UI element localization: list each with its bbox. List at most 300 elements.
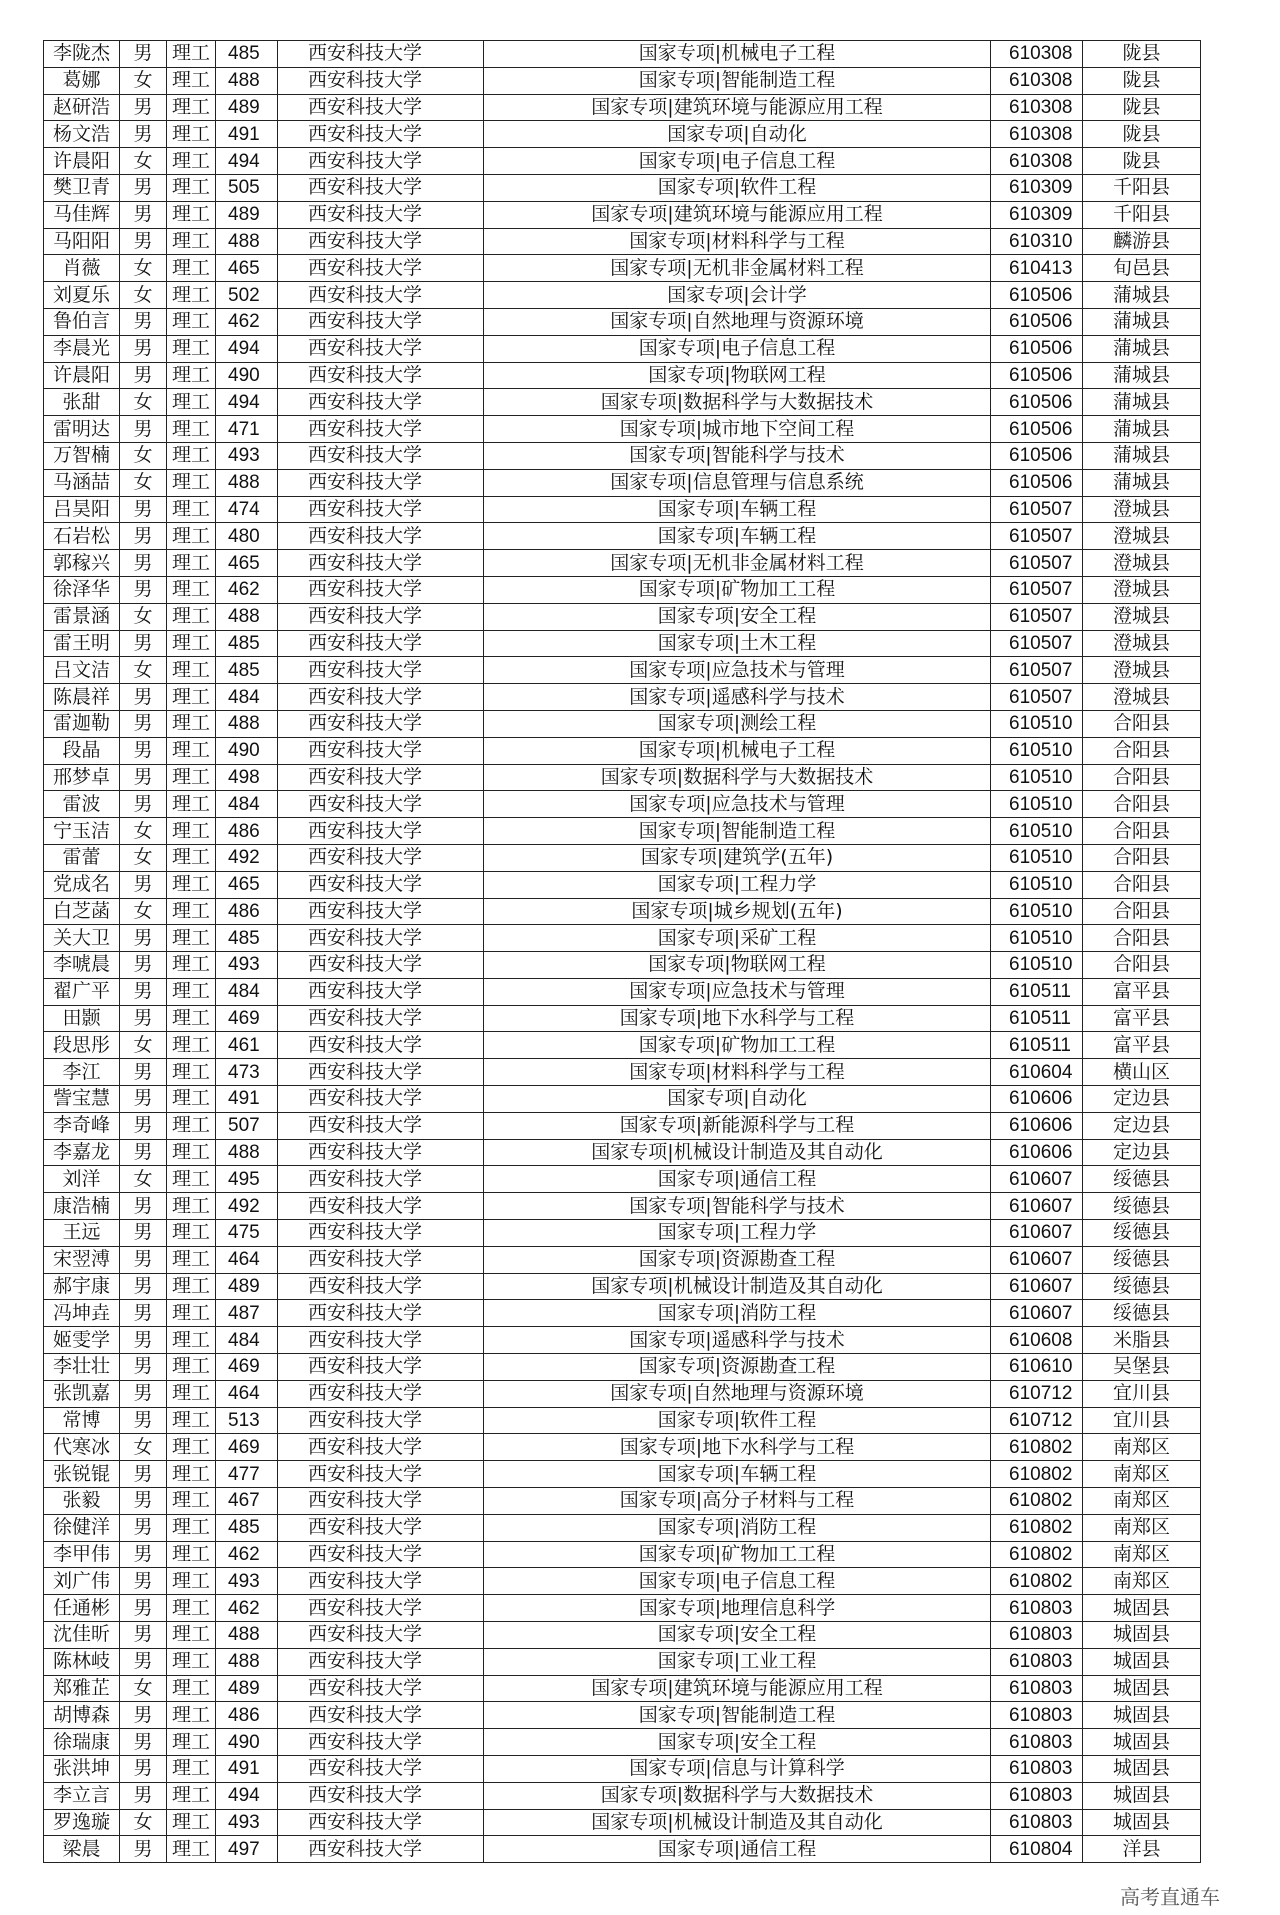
table-row bbox=[44, 925, 1201, 952]
category-cell: 理工 bbox=[167, 1300, 216, 1327]
table-row bbox=[44, 1005, 1201, 1032]
name-cell: 宁玉洁 bbox=[44, 818, 120, 845]
category-cell: 理工 bbox=[167, 1809, 216, 1836]
region-code-cell: 610803 bbox=[991, 1756, 1083, 1783]
name-cell: 杨文浩 bbox=[44, 121, 120, 148]
school-cell: 西安科技大学 bbox=[278, 1461, 484, 1488]
county-cell: 富平县 bbox=[1083, 1032, 1201, 1059]
name-cell: 刘广伟 bbox=[44, 1568, 120, 1595]
table-row bbox=[44, 1166, 1201, 1193]
school-cell: 西安科技大学 bbox=[278, 1729, 484, 1756]
category-cell: 理工 bbox=[167, 1032, 216, 1059]
category-cell: 理工 bbox=[167, 925, 216, 952]
score-cell: 488 bbox=[216, 603, 278, 630]
region-code-cell: 610510 bbox=[991, 898, 1083, 925]
region-code-cell: 610506 bbox=[991, 469, 1083, 496]
score-cell: 462 bbox=[216, 308, 278, 335]
major-cell: 国家专项|信息管理与信息系统 bbox=[484, 469, 991, 496]
region-code-cell: 610310 bbox=[991, 228, 1083, 255]
category-cell: 理工 bbox=[167, 362, 216, 389]
name-cell: 吕昊阳 bbox=[44, 496, 120, 523]
category-cell: 理工 bbox=[167, 818, 216, 845]
gender-cell: 男 bbox=[120, 1300, 167, 1327]
category-cell: 理工 bbox=[167, 148, 216, 175]
county-cell: 定边县 bbox=[1083, 1139, 1201, 1166]
gender-cell: 男 bbox=[120, 1354, 167, 1381]
category-cell: 理工 bbox=[167, 1380, 216, 1407]
table-row bbox=[44, 121, 1201, 148]
school-cell: 西安科技大学 bbox=[278, 550, 484, 577]
school-cell: 西安科技大学 bbox=[278, 844, 484, 871]
gender-cell: 女 bbox=[120, 818, 167, 845]
county-cell: 蒲城县 bbox=[1083, 335, 1201, 362]
major-cell: 国家专项|软件工程 bbox=[484, 1407, 991, 1434]
major-cell: 国家专项|地理信息科学 bbox=[484, 1595, 991, 1622]
name-cell: 胡博森 bbox=[44, 1702, 120, 1729]
school-cell: 西安科技大学 bbox=[278, 818, 484, 845]
score-cell: 489 bbox=[216, 94, 278, 121]
school-cell: 西安科技大学 bbox=[278, 255, 484, 282]
table-row bbox=[44, 1434, 1201, 1461]
category-cell: 理工 bbox=[167, 1220, 216, 1247]
school-cell: 西安科技大学 bbox=[278, 308, 484, 335]
county-cell: 合阳县 bbox=[1083, 710, 1201, 737]
region-code-cell: 610507 bbox=[991, 630, 1083, 657]
table-row bbox=[44, 952, 1201, 979]
name-cell: 李江 bbox=[44, 1059, 120, 1086]
score-cell: 486 bbox=[216, 818, 278, 845]
category-cell: 理工 bbox=[167, 1327, 216, 1354]
region-code-cell: 610510 bbox=[991, 818, 1083, 845]
name-cell: 李嘉龙 bbox=[44, 1139, 120, 1166]
name-cell: 张锐锟 bbox=[44, 1461, 120, 1488]
category-cell: 理工 bbox=[167, 1273, 216, 1300]
county-cell: 合阳县 bbox=[1083, 818, 1201, 845]
gender-cell: 男 bbox=[120, 41, 167, 68]
school-cell: 西安科技大学 bbox=[278, 1059, 484, 1086]
gender-cell: 男 bbox=[120, 1595, 167, 1622]
major-cell: 国家专项|建筑学(五年) bbox=[484, 844, 991, 871]
region-code-cell: 610506 bbox=[991, 335, 1083, 362]
gender-cell: 男 bbox=[120, 1568, 167, 1595]
region-code-cell: 610506 bbox=[991, 442, 1083, 469]
major-cell: 国家专项|安全工程 bbox=[484, 603, 991, 630]
score-cell: 494 bbox=[216, 1782, 278, 1809]
score-cell: 486 bbox=[216, 1702, 278, 1729]
name-cell: 张洪坤 bbox=[44, 1756, 120, 1783]
school-cell: 西安科技大学 bbox=[278, 469, 484, 496]
gender-cell: 男 bbox=[120, 1112, 167, 1139]
category-cell: 理工 bbox=[167, 737, 216, 764]
table-row bbox=[44, 657, 1201, 684]
score-cell: 462 bbox=[216, 1541, 278, 1568]
region-code-cell: 610506 bbox=[991, 389, 1083, 416]
county-cell: 米脂县 bbox=[1083, 1327, 1201, 1354]
category-cell: 理工 bbox=[167, 1005, 216, 1032]
major-cell: 国家专项|工程力学 bbox=[484, 871, 991, 898]
name-cell: 樊卫青 bbox=[44, 174, 120, 201]
table-row bbox=[44, 1702, 1201, 1729]
table-row bbox=[44, 1246, 1201, 1273]
major-cell: 国家专项|智能科学与技术 bbox=[484, 1193, 991, 1220]
major-cell: 国家专项|智能科学与技术 bbox=[484, 442, 991, 469]
region-code-cell: 610308 bbox=[991, 94, 1083, 121]
category-cell: 理工 bbox=[167, 1514, 216, 1541]
gender-cell: 男 bbox=[120, 1622, 167, 1649]
category-cell: 理工 bbox=[167, 710, 216, 737]
county-cell: 蒲城县 bbox=[1083, 389, 1201, 416]
score-cell: 475 bbox=[216, 1220, 278, 1247]
region-code-cell: 610510 bbox=[991, 871, 1083, 898]
gender-cell: 男 bbox=[120, 1246, 167, 1273]
major-cell: 国家专项|资源勘查工程 bbox=[484, 1246, 991, 1273]
gender-cell: 男 bbox=[120, 550, 167, 577]
table-row bbox=[44, 1407, 1201, 1434]
major-cell: 国家专项|消防工程 bbox=[484, 1300, 991, 1327]
name-cell: 赵研浩 bbox=[44, 94, 120, 121]
region-code-cell: 610803 bbox=[991, 1622, 1083, 1649]
gender-cell: 男 bbox=[120, 871, 167, 898]
score-cell: 502 bbox=[216, 282, 278, 309]
gender-cell: 男 bbox=[120, 1782, 167, 1809]
score-cell: 484 bbox=[216, 791, 278, 818]
table-row bbox=[44, 1461, 1201, 1488]
score-cell: 485 bbox=[216, 1514, 278, 1541]
school-cell: 西安科技大学 bbox=[278, 737, 484, 764]
table-row bbox=[44, 94, 1201, 121]
name-cell: 王远 bbox=[44, 1220, 120, 1247]
name-cell: 雷景涵 bbox=[44, 603, 120, 630]
county-cell: 陇县 bbox=[1083, 41, 1201, 68]
name-cell: 石岩松 bbox=[44, 523, 120, 550]
category-cell: 理工 bbox=[167, 1407, 216, 1434]
category-cell: 理工 bbox=[167, 282, 216, 309]
region-code-cell: 610308 bbox=[991, 41, 1083, 68]
gender-cell: 男 bbox=[120, 416, 167, 443]
county-cell: 蒲城县 bbox=[1083, 308, 1201, 335]
major-cell: 国家专项|矿物加工工程 bbox=[484, 1032, 991, 1059]
name-cell: 郑雅芷 bbox=[44, 1675, 120, 1702]
score-cell: 486 bbox=[216, 898, 278, 925]
region-code-cell: 610309 bbox=[991, 174, 1083, 201]
major-cell: 国家专项|自然地理与资源环境 bbox=[484, 1380, 991, 1407]
category-cell: 理工 bbox=[167, 603, 216, 630]
region-code-cell: 610606 bbox=[991, 1139, 1083, 1166]
gender-cell: 男 bbox=[120, 1461, 167, 1488]
table-row bbox=[44, 335, 1201, 362]
category-cell: 理工 bbox=[167, 791, 216, 818]
county-cell: 富平县 bbox=[1083, 978, 1201, 1005]
school-cell: 西安科技大学 bbox=[278, 1193, 484, 1220]
table-row bbox=[44, 201, 1201, 228]
major-cell: 国家专项|车辆工程 bbox=[484, 1461, 991, 1488]
category-cell: 理工 bbox=[167, 630, 216, 657]
category-cell: 理工 bbox=[167, 416, 216, 443]
gender-cell: 男 bbox=[120, 523, 167, 550]
score-cell: 491 bbox=[216, 1756, 278, 1783]
table-row bbox=[44, 871, 1201, 898]
score-cell: 473 bbox=[216, 1059, 278, 1086]
table-row bbox=[44, 1568, 1201, 1595]
name-cell: 梁晨 bbox=[44, 1836, 120, 1863]
name-cell: 常博 bbox=[44, 1407, 120, 1434]
table-row bbox=[44, 1380, 1201, 1407]
county-cell: 澄城县 bbox=[1083, 630, 1201, 657]
county-cell: 南郑区 bbox=[1083, 1488, 1201, 1515]
county-cell: 定边县 bbox=[1083, 1086, 1201, 1113]
county-cell: 城固县 bbox=[1083, 1729, 1201, 1756]
name-cell: 任通彬 bbox=[44, 1595, 120, 1622]
table-row bbox=[44, 1836, 1201, 1863]
gender-cell: 男 bbox=[120, 228, 167, 255]
table-row bbox=[44, 710, 1201, 737]
school-cell: 西安科技大学 bbox=[278, 898, 484, 925]
name-cell: 雷迦勒 bbox=[44, 710, 120, 737]
major-cell: 国家专项|安全工程 bbox=[484, 1622, 991, 1649]
school-cell: 西安科技大学 bbox=[278, 791, 484, 818]
table-row bbox=[44, 1648, 1201, 1675]
score-cell: 469 bbox=[216, 1434, 278, 1461]
major-cell: 国家专项|通信工程 bbox=[484, 1836, 991, 1863]
county-cell: 蒲城县 bbox=[1083, 442, 1201, 469]
major-cell: 国家专项|电子信息工程 bbox=[484, 148, 991, 175]
school-cell: 西安科技大学 bbox=[278, 94, 484, 121]
category-cell: 理工 bbox=[167, 1112, 216, 1139]
major-cell: 国家专项|建筑环境与能源应用工程 bbox=[484, 94, 991, 121]
table-row bbox=[44, 791, 1201, 818]
gender-cell: 女 bbox=[120, 1675, 167, 1702]
gender-cell: 女 bbox=[120, 442, 167, 469]
county-cell: 南郑区 bbox=[1083, 1568, 1201, 1595]
gender-cell: 女 bbox=[120, 282, 167, 309]
region-code-cell: 610506 bbox=[991, 308, 1083, 335]
school-cell: 西安科技大学 bbox=[278, 1836, 484, 1863]
category-cell: 理工 bbox=[167, 1193, 216, 1220]
category-cell: 理工 bbox=[167, 576, 216, 603]
score-cell: 507 bbox=[216, 1112, 278, 1139]
table-row bbox=[44, 389, 1201, 416]
region-code-cell: 610802 bbox=[991, 1488, 1083, 1515]
score-cell: 492 bbox=[216, 844, 278, 871]
category-cell: 理工 bbox=[167, 1782, 216, 1809]
county-cell: 城固县 bbox=[1083, 1675, 1201, 1702]
county-cell: 南郑区 bbox=[1083, 1434, 1201, 1461]
school-cell: 西安科技大学 bbox=[278, 1273, 484, 1300]
table-row bbox=[44, 1541, 1201, 1568]
gender-cell: 男 bbox=[120, 174, 167, 201]
county-cell: 麟游县 bbox=[1083, 228, 1201, 255]
gender-cell: 男 bbox=[120, 1648, 167, 1675]
table-row bbox=[44, 1059, 1201, 1086]
county-cell: 澄城县 bbox=[1083, 550, 1201, 577]
major-cell: 国家专项|采矿工程 bbox=[484, 925, 991, 952]
major-cell: 国家专项|智能制造工程 bbox=[484, 67, 991, 94]
category-cell: 理工 bbox=[167, 1702, 216, 1729]
table-row bbox=[44, 684, 1201, 711]
category-cell: 理工 bbox=[167, 255, 216, 282]
category-cell: 理工 bbox=[167, 952, 216, 979]
score-cell: 513 bbox=[216, 1407, 278, 1434]
name-cell: 张凯嘉 bbox=[44, 1380, 120, 1407]
school-cell: 西安科技大学 bbox=[278, 282, 484, 309]
school-cell: 西安科技大学 bbox=[278, 1354, 484, 1381]
county-cell: 城固县 bbox=[1083, 1782, 1201, 1809]
table-row bbox=[44, 1112, 1201, 1139]
county-cell: 城固县 bbox=[1083, 1622, 1201, 1649]
name-cell: 訾宝慧 bbox=[44, 1086, 120, 1113]
region-code-cell: 610607 bbox=[991, 1193, 1083, 1220]
score-cell: 495 bbox=[216, 1166, 278, 1193]
name-cell: 许晨阳 bbox=[44, 148, 120, 175]
major-cell: 国家专项|自动化 bbox=[484, 121, 991, 148]
category-cell: 理工 bbox=[167, 1086, 216, 1113]
category-cell: 理工 bbox=[167, 389, 216, 416]
region-code-cell: 610803 bbox=[991, 1702, 1083, 1729]
county-cell: 陇县 bbox=[1083, 121, 1201, 148]
school-cell: 西安科技大学 bbox=[278, 1407, 484, 1434]
county-cell: 吴堡县 bbox=[1083, 1354, 1201, 1381]
name-cell: 陈林岐 bbox=[44, 1648, 120, 1675]
gender-cell: 男 bbox=[120, 496, 167, 523]
category-cell: 理工 bbox=[167, 1461, 216, 1488]
table-row bbox=[44, 978, 1201, 1005]
region-code-cell: 610607 bbox=[991, 1300, 1083, 1327]
region-code-cell: 610510 bbox=[991, 710, 1083, 737]
gender-cell: 男 bbox=[120, 1488, 167, 1515]
county-cell: 澄城县 bbox=[1083, 496, 1201, 523]
major-cell: 国家专项|应急技术与管理 bbox=[484, 791, 991, 818]
category-cell: 理工 bbox=[167, 1488, 216, 1515]
major-cell: 国家专项|物联网工程 bbox=[484, 362, 991, 389]
major-cell: 国家专项|无机非金属材料工程 bbox=[484, 255, 991, 282]
admission-list-table bbox=[43, 40, 1201, 1863]
category-cell: 理工 bbox=[167, 94, 216, 121]
gender-cell: 女 bbox=[120, 898, 167, 925]
county-cell: 城固县 bbox=[1083, 1648, 1201, 1675]
major-cell: 国家专项|工业工程 bbox=[484, 1648, 991, 1675]
county-cell: 城固县 bbox=[1083, 1809, 1201, 1836]
region-code-cell: 610607 bbox=[991, 1273, 1083, 1300]
score-cell: 498 bbox=[216, 764, 278, 791]
gender-cell: 男 bbox=[120, 335, 167, 362]
region-code-cell: 610510 bbox=[991, 791, 1083, 818]
county-cell: 宜川县 bbox=[1083, 1380, 1201, 1407]
name-cell: 刘夏乐 bbox=[44, 282, 120, 309]
region-code-cell: 610802 bbox=[991, 1434, 1083, 1461]
gender-cell: 男 bbox=[120, 710, 167, 737]
category-cell: 理工 bbox=[167, 1246, 216, 1273]
table-row bbox=[44, 1782, 1201, 1809]
table-row bbox=[44, 550, 1201, 577]
county-cell: 横山区 bbox=[1083, 1059, 1201, 1086]
region-code-cell: 610802 bbox=[991, 1514, 1083, 1541]
county-cell: 陇县 bbox=[1083, 67, 1201, 94]
major-cell: 国家专项|新能源科学与工程 bbox=[484, 1112, 991, 1139]
region-code-cell: 610510 bbox=[991, 925, 1083, 952]
major-cell: 国家专项|土木工程 bbox=[484, 630, 991, 657]
school-cell: 西安科技大学 bbox=[278, 1675, 484, 1702]
score-cell: 494 bbox=[216, 148, 278, 175]
table-row bbox=[44, 1595, 1201, 1622]
table-row bbox=[44, 1327, 1201, 1354]
county-cell: 旬邑县 bbox=[1083, 255, 1201, 282]
score-cell: 484 bbox=[216, 978, 278, 1005]
school-cell: 西安科技大学 bbox=[278, 1568, 484, 1595]
table-row bbox=[44, 1273, 1201, 1300]
school-cell: 西安科技大学 bbox=[278, 1782, 484, 1809]
category-cell: 理工 bbox=[167, 898, 216, 925]
county-cell: 澄城县 bbox=[1083, 657, 1201, 684]
category-cell: 理工 bbox=[167, 1166, 216, 1193]
table-row bbox=[44, 844, 1201, 871]
name-cell: 康浩楠 bbox=[44, 1193, 120, 1220]
school-cell: 西安科技大学 bbox=[278, 1032, 484, 1059]
county-cell: 澄城县 bbox=[1083, 603, 1201, 630]
major-cell: 国家专项|软件工程 bbox=[484, 174, 991, 201]
score-cell: 489 bbox=[216, 201, 278, 228]
category-cell: 理工 bbox=[167, 1729, 216, 1756]
region-code-cell: 610803 bbox=[991, 1809, 1083, 1836]
region-code-cell: 610804 bbox=[991, 1836, 1083, 1863]
region-code-cell: 610309 bbox=[991, 201, 1083, 228]
category-cell: 理工 bbox=[167, 1836, 216, 1863]
name-cell: 田颢 bbox=[44, 1005, 120, 1032]
county-cell: 南郑区 bbox=[1083, 1461, 1201, 1488]
gender-cell: 男 bbox=[120, 308, 167, 335]
school-cell: 西安科技大学 bbox=[278, 952, 484, 979]
table-row bbox=[44, 1514, 1201, 1541]
score-cell: 489 bbox=[216, 1273, 278, 1300]
score-cell: 488 bbox=[216, 228, 278, 255]
table-row bbox=[44, 576, 1201, 603]
region-code-cell: 610803 bbox=[991, 1729, 1083, 1756]
score-cell: 462 bbox=[216, 1595, 278, 1622]
major-cell: 国家专项|城市地下空间工程 bbox=[484, 416, 991, 443]
name-cell: 宋翌溥 bbox=[44, 1246, 120, 1273]
county-cell: 蒲城县 bbox=[1083, 469, 1201, 496]
name-cell: 李唬晨 bbox=[44, 952, 120, 979]
region-code-cell: 610510 bbox=[991, 844, 1083, 871]
name-cell: 张甜 bbox=[44, 389, 120, 416]
county-cell: 绥德县 bbox=[1083, 1220, 1201, 1247]
region-code-cell: 610308 bbox=[991, 121, 1083, 148]
county-cell: 城固县 bbox=[1083, 1756, 1201, 1783]
school-cell: 西安科技大学 bbox=[278, 362, 484, 389]
gender-cell: 男 bbox=[120, 121, 167, 148]
category-cell: 理工 bbox=[167, 550, 216, 577]
name-cell: 李晨光 bbox=[44, 335, 120, 362]
gender-cell: 男 bbox=[120, 737, 167, 764]
category-cell: 理工 bbox=[167, 1354, 216, 1381]
school-cell: 西安科技大学 bbox=[278, 148, 484, 175]
major-cell: 国家专项|地下水科学与工程 bbox=[484, 1005, 991, 1032]
table-row bbox=[44, 1622, 1201, 1649]
major-cell: 国家专项|智能制造工程 bbox=[484, 818, 991, 845]
name-cell: 关大卫 bbox=[44, 925, 120, 952]
region-code-cell: 610712 bbox=[991, 1407, 1083, 1434]
score-cell: 488 bbox=[216, 1139, 278, 1166]
table-row bbox=[44, 496, 1201, 523]
score-cell: 491 bbox=[216, 121, 278, 148]
name-cell: 李奇峰 bbox=[44, 1112, 120, 1139]
name-cell: 段思彤 bbox=[44, 1032, 120, 1059]
region-code-cell: 610608 bbox=[991, 1327, 1083, 1354]
category-cell: 理工 bbox=[167, 228, 216, 255]
major-cell: 国家专项|电子信息工程 bbox=[484, 1568, 991, 1595]
name-cell: 李壮壮 bbox=[44, 1354, 120, 1381]
county-cell: 合阳县 bbox=[1083, 764, 1201, 791]
major-cell: 国家专项|数据科学与大数据技术 bbox=[484, 1782, 991, 1809]
